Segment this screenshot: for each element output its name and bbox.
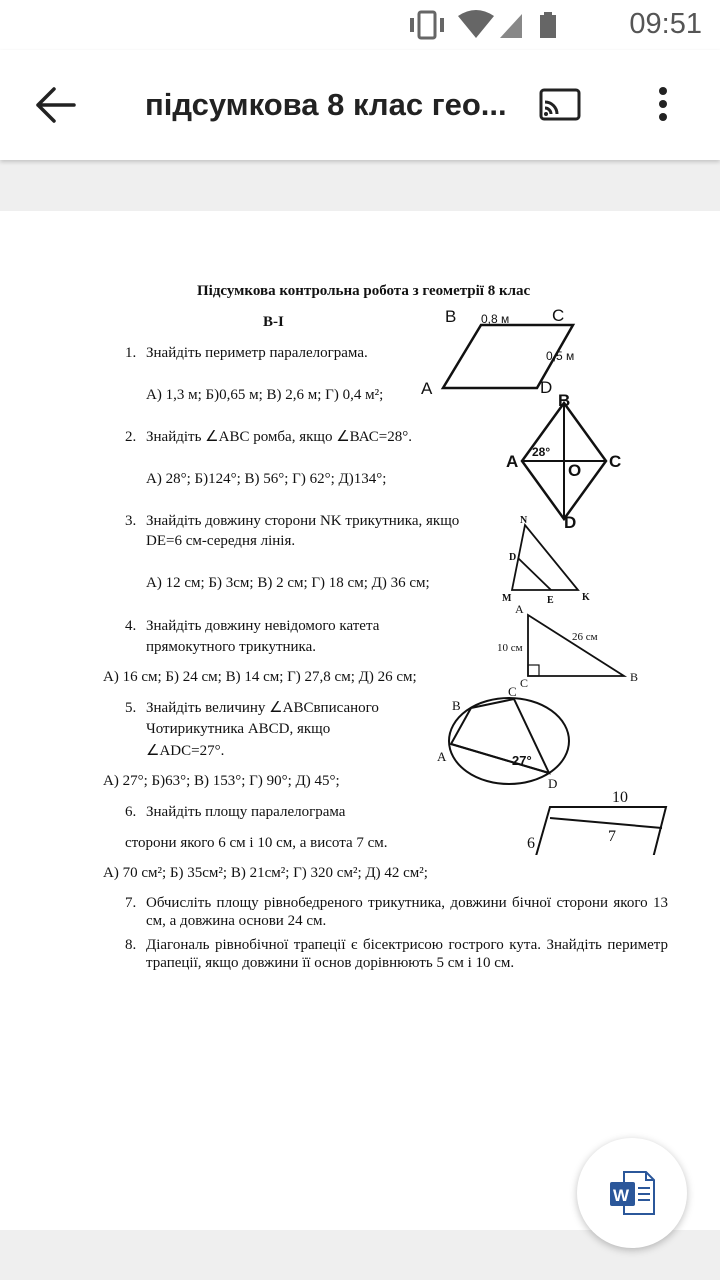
q8-text: Діагональ рівнобічної трапеції є бісектрисою гострого кута. Знайдіть периметр трапеції, якщо довжини її основ дорівнюють 5 см і 10 см. [146, 937, 668, 971]
q5-answers: А) 27°; Б)63°; В) 153°; Г) 90°; Д) 45°; [103, 773, 340, 789]
q3-answers: А) 12 см; Б) 3см; В) 2 см; Г) 18 см; Д) 36 см; [146, 575, 430, 591]
fig5-label-b: B [452, 698, 461, 713]
fig1-label-d: D [540, 378, 553, 397]
fig4-leg: 10 см [497, 642, 523, 654]
fig2-label-a: A [506, 452, 519, 471]
fig3-label-n: N [520, 515, 528, 526]
doc-title: Підсумкова контрольна робота з геометрії 8 клас [197, 283, 531, 299]
fig2-angle: 28° [532, 445, 551, 459]
figure-inscribed-quadrilateral [432, 682, 577, 792]
fig1-side-length: 0,5 м [546, 349, 575, 363]
word-icon [610, 1170, 656, 1216]
fig1-label-b: B [445, 307, 457, 326]
signal-icon [500, 14, 522, 38]
q7-text: Обчисліть площу рівнобедреного трикутника, довжини бічної сторони якого 13 см, а довжина основи 24 см. [146, 895, 668, 929]
figure-parallelogram-height [520, 785, 675, 855]
figure-right-triangle [492, 600, 642, 690]
right-triangle-shape [528, 615, 624, 676]
q7-number: 7. [125, 895, 137, 911]
fig1-top-length: 0,8 м [481, 312, 510, 326]
fig5-label-d: D [548, 776, 558, 791]
midline-de [518, 558, 551, 590]
fig4-label-b: B [630, 670, 639, 684]
right-angle-mark [528, 665, 539, 676]
app-bar [0, 50, 720, 160]
fig3-label-m: M [502, 593, 512, 604]
doc-variant: В-І [263, 314, 284, 330]
q1-answers: А) 1,3 м; Б)0,65 м; В) 2,6 м; Г) 0,4 м²; [146, 387, 384, 403]
fig5-label-a: A [437, 749, 447, 764]
fig3-label-k: K [582, 592, 590, 603]
fig3-label-e: E [547, 595, 554, 606]
q4-answers: А) 16 см; Б) 24 см; В) 14 см; Г) 27,8 см; Д) 26 см; [103, 669, 417, 685]
fig5-angle: 27° [512, 753, 532, 768]
document-title: підсумкова 8 клас гео... [145, 87, 507, 122]
q2-answers: А) 28°; Б)124°; В) 56°; Г) 62°; Д)134°; [146, 471, 387, 487]
q4-text-1: Знайдіть довжину невідомого катета [146, 618, 380, 634]
cast-icon[interactable] [539, 88, 581, 122]
fig4-label-c: C [520, 676, 529, 690]
fig6-height: 7 [608, 828, 616, 845]
fig1-label-c: C [552, 306, 565, 325]
q6-answers: А) 70 см²; Б) 35см²; В) 21см²; Г) 320 см²; Д) 42 см²; [103, 865, 428, 881]
fig6-side: 6 [527, 835, 535, 852]
q5-text-3: ∠АDС=27°. [146, 743, 225, 759]
fig5-label-c: C [508, 684, 517, 699]
q6-number: 6. [125, 804, 137, 820]
figure-triangle-nmk [498, 512, 603, 607]
q5-text-1: Знайдіть величину ∠АВСвписаного [146, 700, 379, 716]
fig2-label-c: C [609, 452, 622, 471]
fig2-label-b: B [558, 391, 571, 410]
q3-text-1: Знайдіть довжину сторони NK трикутника, якщо [146, 513, 460, 529]
q3-number: 3. [125, 513, 137, 529]
battery-icon [540, 12, 556, 38]
wifi-icon [458, 10, 494, 38]
fig2-label-d: D [564, 513, 577, 532]
q5-text-2: Чотирикутника АВСD, якщо [146, 721, 331, 737]
q3-text-2: DE=6 см-середня лінія. [146, 533, 296, 549]
q5-number: 5. [125, 700, 137, 716]
svg-text:W: W [613, 1186, 630, 1205]
q4-number: 4. [125, 618, 137, 634]
q6-text-2: сторони якого 6 см і 10 см, а висота 7 см. [125, 835, 388, 851]
triangle-nmk-shape [512, 525, 578, 590]
q4-text-2: прямокутного трикутника. [146, 639, 317, 655]
q8-number: 8. [125, 937, 137, 953]
vibrate-icon [410, 12, 444, 38]
chord-ad [451, 744, 549, 773]
status-icons [408, 10, 568, 40]
q1-text: Знайдіть периметр паралелограма. [146, 345, 368, 361]
fig4-label-a: A [515, 602, 524, 616]
status-time: 09:51 [629, 8, 702, 40]
fig6-top: 10 [612, 789, 628, 806]
height-line [550, 818, 662, 828]
back-arrow-icon[interactable] [34, 85, 76, 125]
status-bar [0, 0, 720, 50]
parallelogram-6-shape [532, 807, 666, 855]
document-content [0, 211, 720, 1211]
fig1-label-a: A [421, 379, 433, 398]
q1-number: 1. [125, 345, 137, 361]
open-in-word-button[interactable] [577, 1138, 687, 1248]
circle [449, 698, 569, 784]
fig4-hyp: 26 см [572, 631, 598, 643]
q2-text: Знайдіть ∠АВС ромба, якщо ∠ВАС=28°. [146, 429, 413, 445]
q6-text-1: Знайдіть площу паралелограма [146, 804, 346, 820]
fig2-label-o: O [568, 461, 582, 480]
q2-number: 2. [125, 429, 137, 445]
fig3-label-d: D [509, 552, 517, 563]
more-options-icon[interactable] [656, 86, 670, 126]
